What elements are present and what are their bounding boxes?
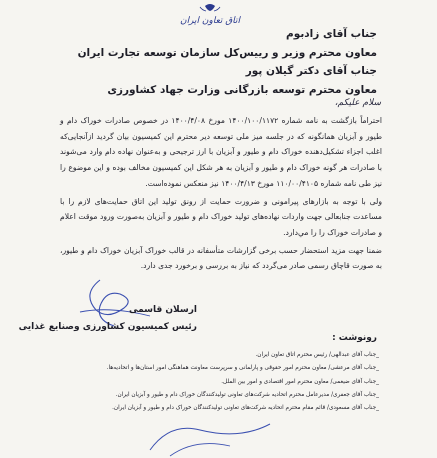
cc-item: _جناب آقای ضیغمی/ معاون محترم امور اقتصادی و امور بین الملل. [221, 378, 379, 385]
cc-item: _جناب آقای عبدالهی/ رئیس محترم اتاق تعاون ایران. [255, 352, 379, 358]
recipient-line: معاون محترم وزیر و رییس‌کل سازمان توسعه تجارت ایران [77, 46, 377, 59]
salutation: سلام علیکم، [334, 98, 381, 108]
chamber-emblem-icon [200, 4, 220, 11]
body-paragraph: ولی با توجه به بازارهای پیرامونی و ضرورت حمایت از رونق تولید این اتاق حمایت‌های لازم را با مساعدت جنابعالی جهت واردات نهاده‌های تولید خوراک دام و طیور و آبزیان به‌صورت ورود موقت اعلام و صادرات خوراک را را مي‌دارد. [60, 196, 382, 237]
cc-title: رونوشت : [332, 333, 377, 343]
body-paragraph: ضمنا جهت مزید استحضار حسب برخی گزارشات متأسفانه در قالب خوراک آبزیان خوراک دام و طیور، به صورت قاچاق رسمی صادر می‌گردد که نیاز به بررسی و برخورد جدی دارد. [60, 245, 382, 271]
body-paragraph: احتراماً بازگشت به نامه شماره ۱۴۰۰/۱۰۰/۱۱۷۲ مورخ ۱۴۰۰/۴/۰۸ در خصوص صادرات خوراک دام و طیور و آبزیان همانگونه که در جلسه میز ملی توسعه دیر محترم این کمیسیون بیان گردید ازآنجایی‌که اغلب اجزاء تشکیل‌دهنده خوراک دام و طیور و آبزیان با ارز ترجیحی و به‌عنوان نهاده دام وارد می‌شوند با صادرات هر گونه خوراک دام و طیور و آبزیان به هر شکل این کمیسیون مخالف بوده و این موضوع را نیز طی نامه شماره ۱۱۰/۰۰/۴۱۰۵ مورخ ۱۴۰۰/۴/۱۳ نیز منعکس نموده‌است. [60, 116, 382, 188]
recipient-line: معاون محترم توسعه بازرگانی وزارت جهاد کشاورزی [107, 83, 377, 96]
letter-body [60, 113, 382, 274]
recipient-line: جناب آقای زادبوم [286, 28, 377, 40]
ink-signature-stamp-icon [140, 420, 280, 458]
cc-item: _جناب آقای مسعودی/ قائم مقام محترم اتحادیه شرکت‌های تعاونی تولیدکنندگان خوراک دام و طیور و آبزیان ایران. [112, 405, 379, 412]
letterhead-logo [160, 4, 260, 26]
cc-item: _جناب آقای مرعشی/ معاون محترم امور حقوقی و پارلمانی و سرپرست معاونت هماهنگی امور استان‌ها و اتحادیه‌ها. [106, 365, 379, 372]
signer-title: رئیس کمیسیون کشاورزی وصنایع غذایی [18, 322, 197, 332]
signer-block [17, 302, 197, 336]
letterhead-name: اتاق تعاون ایران [179, 16, 241, 26]
cc-list [49, 349, 379, 415]
recipient-line: جناب آقای دکتر گیلان پور [245, 65, 377, 77]
cc-item: _جناب آقای جعفری/ مدیرعامل محترم اتحادیه شرکت‌های تعاونی تولیدکنندگان خوراک دام و طیور و آبزیان ایران. [115, 391, 379, 398]
signer-name: ارسلان قاسمی [128, 305, 197, 315]
recipient-block [77, 25, 377, 99]
